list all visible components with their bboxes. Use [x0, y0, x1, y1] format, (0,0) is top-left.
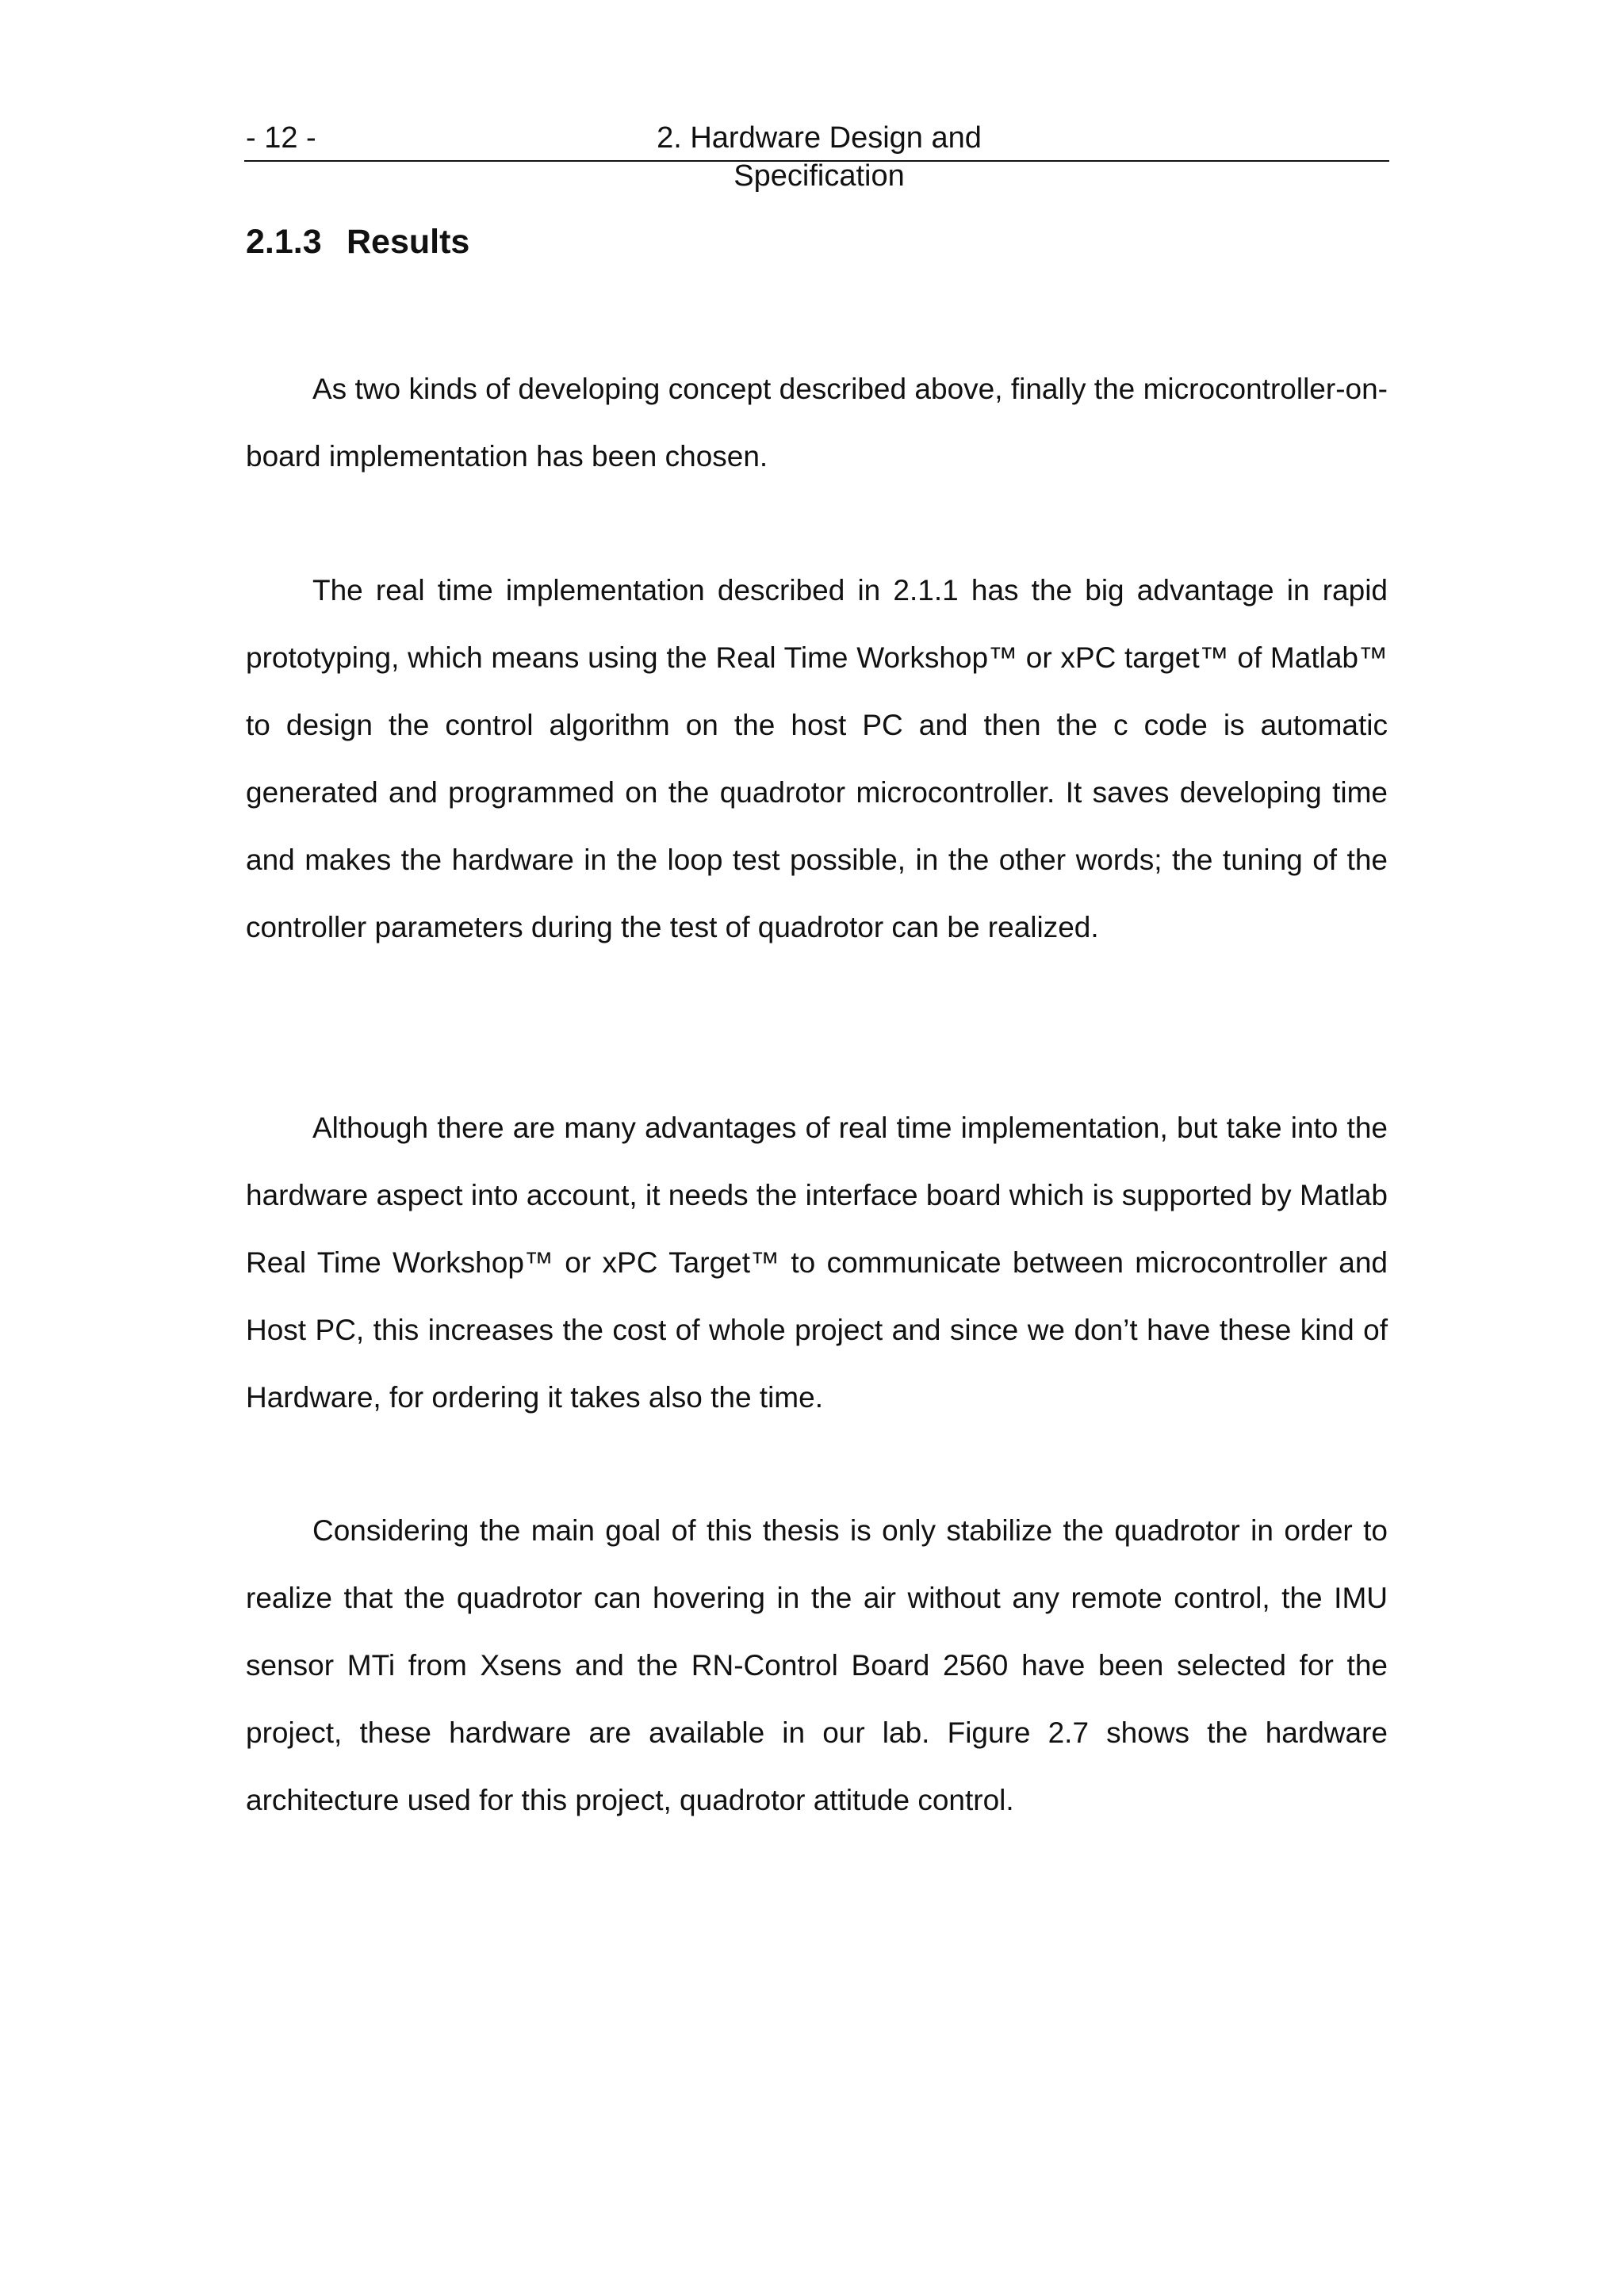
chapter-title: 2. Hardware Design and Specification [657, 121, 982, 193]
running-header [244, 119, 1389, 193]
section-title: Results [347, 223, 470, 261]
paragraph-hardware-selection: Considering the main goal of this thesis is only stabilize the quadrotor in order to realize that the quadrotor can hovering in the air without any remote control, the IMU sensor MTi from Xsens and the RN-Control Board 2560 have been selected for the project, these hardware are available in our lab. Figure 2.7 shows the hardware architecture used for this project, quadrotor attitude control. [246, 1514, 1388, 1816]
paragraph-interface-board-cost: Although there are many advantages of real time implementation, but take into the hardware aspect into account, it needs the interface board which is supported by Matlab Real Time Workshop™ or xPC Target™ to communicate between microcontroller and Host PC, this increases the cost of whole project and since we don’t have these kind of Hardware, for ordering it takes also the time. [246, 1112, 1388, 1414]
page-number: - 12 - [246, 121, 316, 155]
section-heading [246, 220, 469, 263]
section-number: 2.1.3 [246, 223, 322, 261]
paragraph-implementation-choice: As two kinds of developing concept described above, finally the microcontroller-on-board implementation has been chosen. [246, 373, 1388, 473]
paragraph-real-time-advantages: The real time implementation described in 2.1.1 has the big advantage in rapid prototyping, which means using the Real Time Workshop™ or xPC target™ of Matlab™ to design the control algorithm on the host PC and then the c code is automatic generated and programmed on the quadrotor microcontroller. It saves developing time and makes the hardware in the loop test possible, in the other words; the tuning of the controller parameters during the test of quadrotor can be realized. [246, 574, 1388, 943]
